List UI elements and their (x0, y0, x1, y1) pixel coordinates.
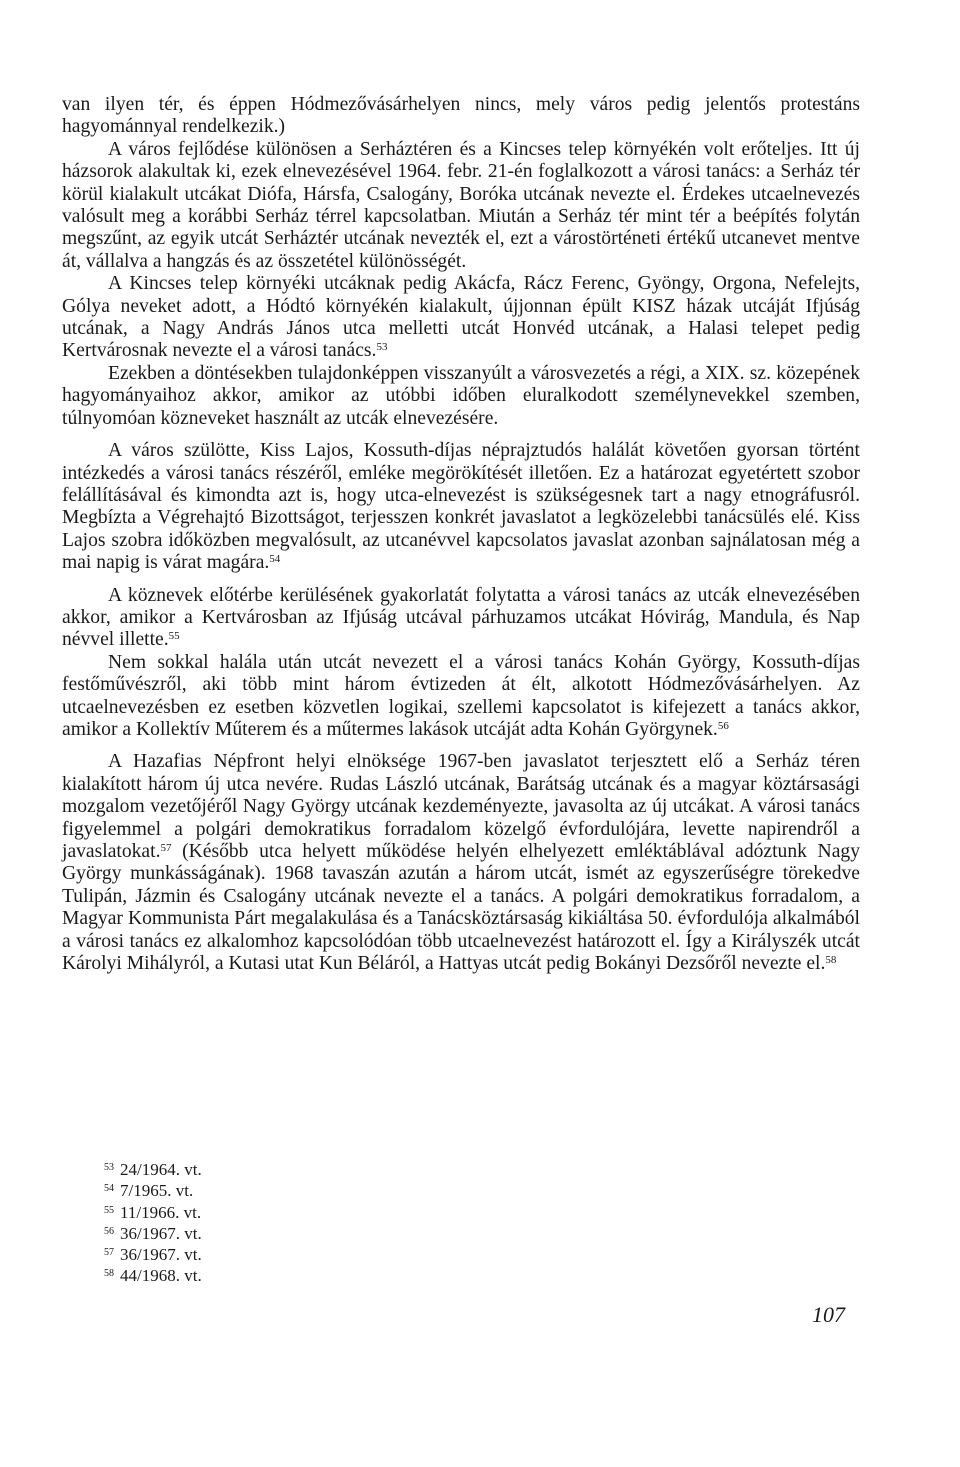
paragraph-5-text: A város szülötte, Kiss Lajos, Kossuth-díjas néprajztudós halálát követően gyorsan történt intézkedés a városi tanács részéről, emléke megörökítését illetően. Ez a határozat egyetértett szobor felállításával és kimondta azt is, hogy utca-elnevezést is szükségesnek tart a nagy etnográfusról. Megbízta a Végrehajtó Bizottságot, terjesszen konkrét javaslatot a legközelebbi tanácsülés elé. Kiss Lajos szobra időközben megvalósult, az utcanévvel kapcsolatos javaslat azonban sajnálatosan még a mai napig is várat magára. (62, 440, 860, 574)
footnote-text: 36/1967. vt. (120, 1245, 202, 1265)
footnote-item (104, 1179, 202, 1200)
footnote-ref-58: 58 (825, 954, 837, 967)
footnote-ref-53: 53 (376, 341, 388, 354)
page-body (62, 94, 860, 975)
paragraph-2-text: A város fejlődése különösen a Serháztéren és a Kincses telep környékén volt erőteljes. Itt új házsorok alakultak ki, ezek elnevezésével 1964. febr. 21-én foglalkozott a városi tanács: a Serház tér körül kialakult utcákat Diófa, Hársfa, Csalogány, Boróka utcának nevezte el. Érdekes utcaelnevezés valósult meg a korábbi Serház térrel kapcsolatban. Miután a Serház tér mint tér a beépítés folytán megszűnt, az egyik utcát Serháztér utcának nevezték el, ezt a várostörténeti értékű utcanevet mentve át, vállalva a hangzás és az összetétel különösségét. (62, 138, 860, 272)
footnote-text: 24/1964. vt. (120, 1160, 202, 1179)
paragraph-6 (62, 585, 860, 652)
paragraph-7 (62, 652, 860, 742)
footnote-number: 54 (104, 1183, 114, 1195)
paragraph-4 (62, 363, 860, 430)
paragraph-1-text: van ilyen tér, és éppen Hódmezővásárhelyen nincs, mely város pedig jelentős protestáns hagyománnyal rendelkezik.) (62, 94, 860, 138)
footnote-item (104, 1264, 202, 1285)
footnote-text: 7/1965. vt. (120, 1181, 194, 1201)
footnote-ref-54: 54 (269, 553, 281, 566)
footnote-item (104, 1158, 202, 1179)
paragraph-6-text: A köznevek előtérbe kerülésének gyakorlatát folytatta a városi tanács az utcák elnevezésében akkor, amikor a Kertvárosban az Ifjúság utcával párhuzamos utcákat Hóvirág, Mandula, és Nap névvel illette. (62, 584, 860, 651)
footnote-text: 11/1966. vt. (120, 1202, 202, 1222)
footnote-number: 53 (104, 1162, 114, 1173)
paragraph-7-text: Nem sokkal halála után utcát nevezett el a városi tanács Kohán György, Kossuth-díjas festőművészről, aki több mint három évtizeden át élt, alkotott Hódmezővásárhelyen. Az utcaelnevezésben ez esetben közvetlen logikai, szellemi kapcsolatot is kifejezett a tanács akkor, amikor a Kollektív Műterem és a műtermes lakások utcáját adta Kohán Györgynek. (62, 651, 860, 740)
footnote-number: 58 (104, 1268, 114, 1280)
paragraph-3 (62, 273, 860, 363)
footnote-item (104, 1201, 202, 1222)
paragraph-8-text-a: A Hazafias Népfront helyi elnöksége 1967-ben javaslatot terjesztett elő a Serház téren kialakított három új utca nevére. Rudas László utcának, Barátság utcának és a magyar köztársasági mozgalom vezetőjéről Nagy György utcának kezdeményezte, javasolta az új utcákat. A városi tanács figyelemmel a polgári demokratikus forradalom közelgő évfordulójára, levette napirendről a javaslatokat. (62, 751, 860, 862)
footnote-list (104, 1158, 202, 1286)
footnote-ref-56: 56 (717, 719, 729, 732)
paragraph-4-text: Ezekben a döntésekben tulajdonképpen visszanyúlt a városvezetés a régi, a XIX. sz. közepének hagyományaihoz akkor, amikor az utóbbi időben eluralkodott személynevekkel szemben, túlnyomóan közneveket használt az utcák elnevezésére. (62, 362, 860, 429)
paragraph-5 (62, 440, 860, 574)
page-number: 107 (812, 1302, 845, 1327)
paragraph-8-text-b: (Később utca helyett működése helyén elhelyezett emléktáblával adóztunk Nagy György munkásságának). 1968 tavaszán azután a három utcát, ismét az egyszerűségre törekedve Tulipán, Jázmin és Csalogány utcának nevezte el a tanács. A polgári demokratikus forradalom, a Magyar Kommunista Párt megalakulása és a Tanácsköztársaság kikiáltása 50. évfordulója alkalmából a városi tanács ez alkalomhoz kapcsolódóan több utcaelnevezést határozott el. Így a Királyszék utcát Károlyi Mihályról, a Kutasi utat Kun Béláról, a Hattyas utcát pedig Bokányi Dezsőről nevezte el. (62, 841, 860, 975)
paragraph-8 (62, 751, 860, 975)
footnote-number: 55 (104, 1204, 114, 1216)
footnote-item (104, 1222, 202, 1243)
paragraph-2 (62, 139, 860, 273)
paragraph-3-text: A Kincses telep környéki utcáknak pedig Akácfa, Rácz Ferenc, Gyöngy, Orgona, Nefelejts, Gólya neveket adott, a Hódtó környékén kialakult, újjonnan épült KISZ házak utcáját Ifjúság utcának, a Nagy András János utca melletti utcát Honvéd utcának, a Halasi telepet pedig Kertvárosnak nevezte el a városi tanács. (62, 273, 860, 362)
footnote-item (104, 1243, 202, 1264)
footnote-ref-55: 55 (168, 630, 180, 643)
footnote-text: 36/1967. vt. (120, 1223, 202, 1243)
footnote-ref-57: 57 (160, 842, 172, 854)
footnote-number: 56 (104, 1225, 114, 1237)
footnote-number: 57 (104, 1247, 114, 1259)
footnote-text: 44/1968. vt. (120, 1266, 202, 1286)
paragraph-1 (62, 94, 860, 139)
